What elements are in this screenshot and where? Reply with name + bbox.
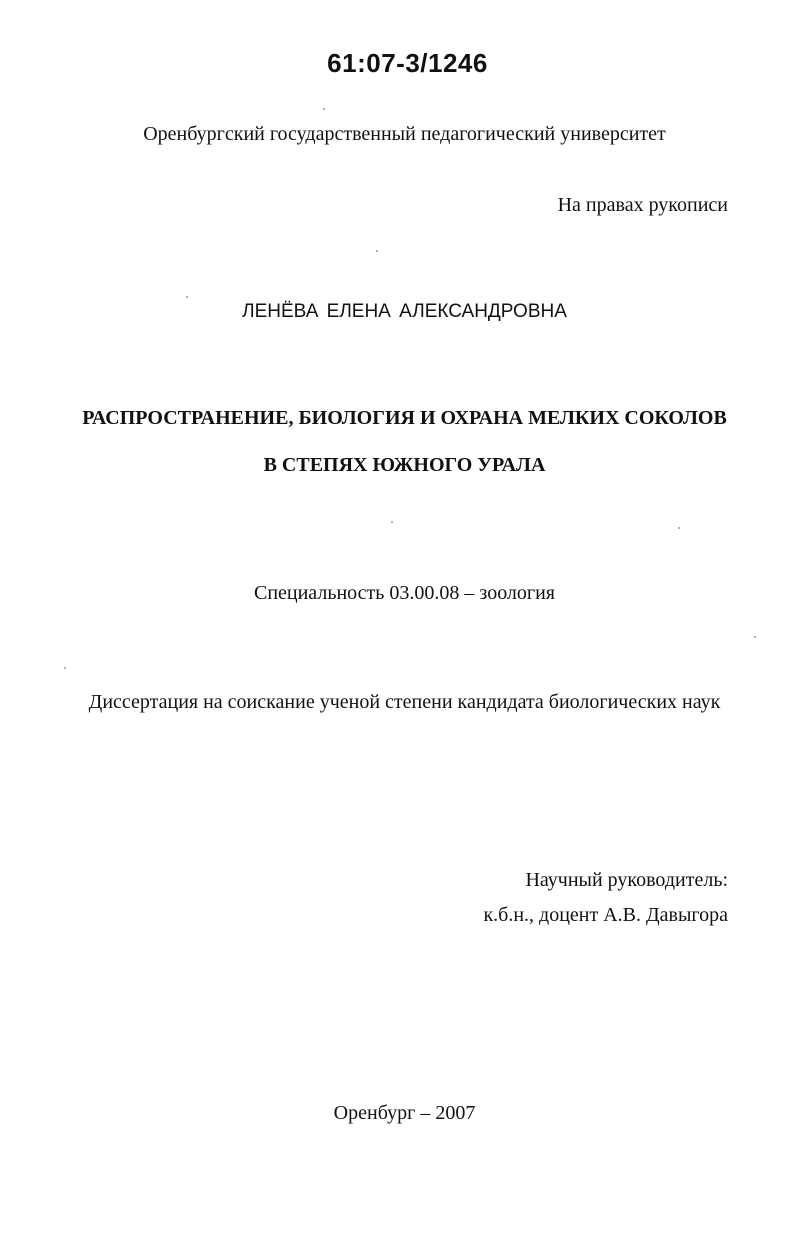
scan-speck [323,108,325,110]
scan-speck [754,636,756,638]
author-name: ЛЕНЁВА ЕЛЕНА АЛЕКСАНДРОВНА [242,301,567,322]
scan-speck [391,521,393,523]
supervisor-label: Научный руководитель: [525,869,728,891]
catalog-number: 61:07-3/1246 [327,48,488,78]
university-name: Оренбургский государственный педагогический университет [143,123,666,145]
degree-statement: Диссертация на соискание ученой степени кандидата биологических наук [88,691,721,713]
dissertation-title-line-1: РАСПРОСТРАНЕНИЕ, БИОЛОГИЯ И ОХРАНА МЕЛКИХ СОКОЛОВ [82,407,727,429]
manuscript-note: На правах рукописи [557,194,728,216]
city-year: Оренбург – 2007 [333,1102,476,1124]
scan-speck [376,250,378,252]
specialty: Специальность 03.00.08 – зоология [253,582,556,604]
scan-speck [186,296,188,298]
scan-speck [678,527,680,529]
supervisor-name: к.б.н., доцент А.В. Давыгора [483,904,728,926]
dissertation-title-line-2: В СТЕПЯХ ЮЖНОГО УРАЛА [263,454,546,476]
scan-speck [64,667,66,669]
